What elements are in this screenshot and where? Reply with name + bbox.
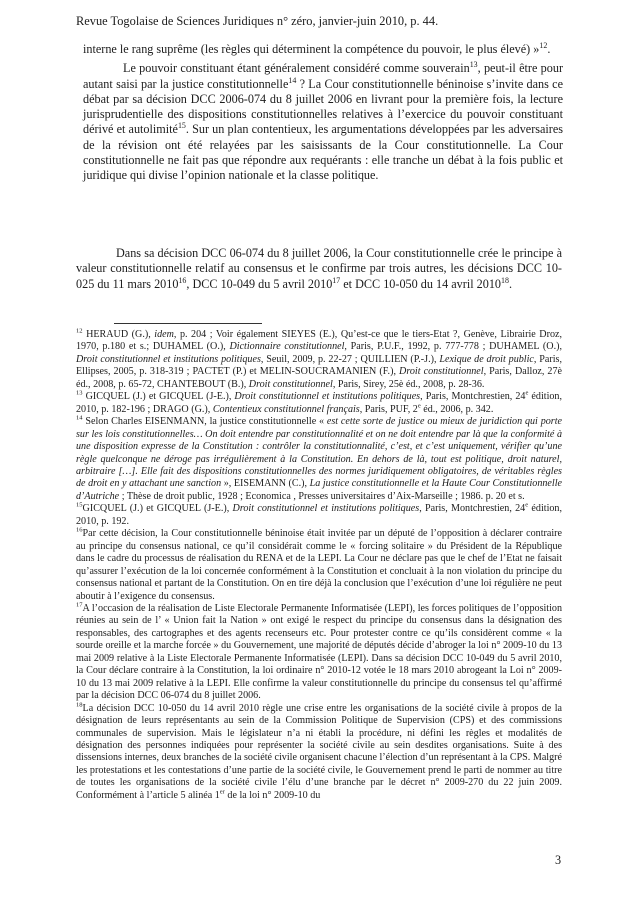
quoted-passage bbox=[82, 41, 564, 185]
footnote-15: $^{15}$GICQUEL (J.) et GICQUEL (J-E.), Droit constitutionnel et institutions politiques, Paris, Montchrestien, 24e édition, 2010, p. 192. bbox=[76, 501, 562, 527]
footnote-13: $^{13}$ GICQUEL (J.) et GICQUEL (J-E.), Droit constitutionnel et institutions politiques, Paris, Montchrestien, 24e édition, 2010, p. 182-196 ; DRAGO (G.), Contentieux constitutionnel français, Paris, PUF, 2e éd., 2006, p. 342. bbox=[76, 389, 562, 415]
footnote-18: $^{18}$La décision DCC 10-050 du 14 avril 2010 règle une crise entre les organisations de la société civile à propos de la désignation de leurs représentants au sein de la Commission Politique de Supervision (CPS) et des commissions communales de supervision. Mais le législateur n’a ni établi la procédure, ni défini les règles et modalités de désignation des personnes indiquées pour représenter la société civile au sein desdites organisations. Suite à des dissensions internes, deux branches de la société civile organisent chacune l’élection d’un représentant à la CPS. Malgré les protestations et les contestations d’une partie de la société civile, le Gouvernement prend le parti de nommer au titre de toutes les organisations de la société civile l’élu d’une branche par le décret n° 2009-270 du 22 juin 2009. Conformément à l’article 5 alinéa 1er de la loi n° 2009-10 du bbox=[76, 701, 562, 801]
quote-paragraph-1: interne le rang suprême (les règles qui déterminent la compétence du pouvoir, le plus élevé) »$^{12}$. bbox=[83, 40, 551, 56]
footnote-ref-15[interactable]: 15 bbox=[177, 121, 186, 131]
footnotes bbox=[76, 329, 562, 802]
footnote-12: $^{12}$ HERAUD (G.), idem, p. 204 ; Voir également SIEYES (E.), Qu’est-ce que le tiers-Etat ?, Genève, Librairie Droz, 1970, p.180 et s.; DUHAMEL (O.), Dictionnaire constitutionnel, Paris, P.U.F., 1992, p. 777-778 ; DUHAMEL (O.), Droit constitutionnel et institutions politiques, Seuil, 2009, p. 22-27 ; QUILLIEN (P.-J.), Lexique de droit public, Paris, Ellipses, 2005, p. 318-319 ; PACTET (P.) et MELIN-SOUCRAMANIEN (F.), Droit constitutionnel, Paris, Dalloz, 27è éd., 2008, p. 65-72, CHANTEBOUT (B.), Droit constitutionnel, Paris, Sirey, 25è éd., 2008, p. 28-36. bbox=[76, 327, 562, 390]
footnote-ref-13[interactable]: 13 bbox=[469, 60, 478, 70]
footnote-ref-16[interactable]: 16 bbox=[178, 275, 187, 285]
body-paragraph: Dans sa décision DCC 06-074 du 8 juillet 2006, la Cour constitutionnelle crée le principe à valeur constitutionnelle relatif au consensus et le confirme par trois autres, les décisions DCC 10-025 du 11 mars 2010$^{16}$, DCC 10-049 du 5 avril 2010$^{17}$ et DCC 10-050 du 14 avril 2010$^{18}$. bbox=[76, 246, 562, 291]
footnote-separator bbox=[114, 323, 262, 324]
footnote-17: $^{17}$A l’occasion de la réalisation de Liste Electorale Permanente Informatisée (LEPI), les forces politiques de l’opposition réunies au sein de l’ « Union fait la Nation » ont exigé le respect du principe du consensus dans la désignation des responsables, des cartographes et des agents recenseurs etc. Pour protester contre ce qu’ils considèrent comme « la sourde oreille et la marche forcée » du Gouvernement, une majorité de députés décide d’abroger la loi n° 2009-10 du 13 mai 2009 relative à la Liste Electorale Permanente Informatisée (LEPI). Dans sa décision DCC 10-049 du 5 avril 2010, la Cour déclare contraire à la Constitution, la loi ordinaire n° 2010-12 votée le 18 mars 2010 abrogeant la Loi n° 2009-10 du 13 mai 2009 relative à la LEPI. Elle confirme la valeur constitutionnelle du principe du consensus tel qu’affirmé par la décision DCC 06-074 du 8 juillet 2006. bbox=[76, 601, 562, 702]
footnote-14: $^{14}$ Selon Charles EISENMANN, la justice constitutionnelle « est cette sorte de justice ou mieux de juridiction qui porte sur les lois constitutionnelles… On doit entendre par constitutionnalité et on ne doit entendre par là que la conformité à une disposition expresse de la Constitution : contrôler la constitutionnalité, c’est, et c’est uniquement, vérifier qu’une règle quelconque ne déroge pas irrégulièrement à la Constitution. En dehors de là, tout est politique, droit naturel, arbitraire […]. Elle fait des dispositions constitutionnelles des normes juridiquement obligatoires, de véritables règles de droit en y attachant une sanction », EISEMANN (C.), La justice constitutionnelle et la Haute Cour Constitutionnelle d’Autriche ; Thèse de droit public, 1928 ; Economica , Presses universitaires d’Aix-Marseille ; 1986. p. 20 et s. bbox=[76, 414, 562, 502]
footnote-ref-12[interactable]: 12 bbox=[539, 40, 548, 50]
footnote-ref-14[interactable]: 14 bbox=[288, 75, 297, 85]
running-header: Revue Togolaise de Sciences Juridiques n° zéro, janvier-juin 2010, p. 44. bbox=[76, 14, 439, 28]
footnote-ref-17[interactable]: 17 bbox=[332, 275, 341, 285]
quote-paragraph-2: Le pouvoir constituant étant généralement considéré comme souverain$^{13}$, peut-il être pour autant saisi par la justice constitutionnelle$^{14}$ ? La Cour constitutionnelle béninoise s’invite dans ce débat par sa décision DCC 2006-074 du 8 juillet 2006 en livrant pour la première fois, la lecture jurisprudentielle des dispositions constitutionnelles relatives à l’exercice du pouvoir constituant dérivé et autolimité$^{15}$. Sur un plan contentieux, les argumentations développées par les adversaires de la révision ont été relayées par les saisissants de la Cour constitutionnelle. La Cour constitutionnelle ne fait pas que répondre aux requérants : elle tranche un débat à la fois public et juridique qui divise l’opinion nationale et la classe politique. bbox=[83, 60, 564, 183]
page-number: 3 bbox=[555, 853, 562, 867]
footnote-16: $^{16}$Par cette décision, la Cour constitutionnelle béninoise était invitée par un député de l’opposition à déclarer contraire au principe du consensus national, ce qu’il considérait comme le « forcing solitaire » du Président de la République dans le cadre du processus de réalisation du RENA et de la LEPI. La Cour ne déclare pas que le chef de l’Etat ne faisait qu’assurer l’exécution de la loi concernée conformément à la Constitution et concluait à la non violation du principe du consensus national et partant de la Constitution. On en tire déjà la conclusion que l’exécution d’une loi régulière ne peut aboutir à l’exigence du consensus. bbox=[76, 526, 562, 602]
footnote-ref-18[interactable]: 18 bbox=[501, 275, 509, 285]
